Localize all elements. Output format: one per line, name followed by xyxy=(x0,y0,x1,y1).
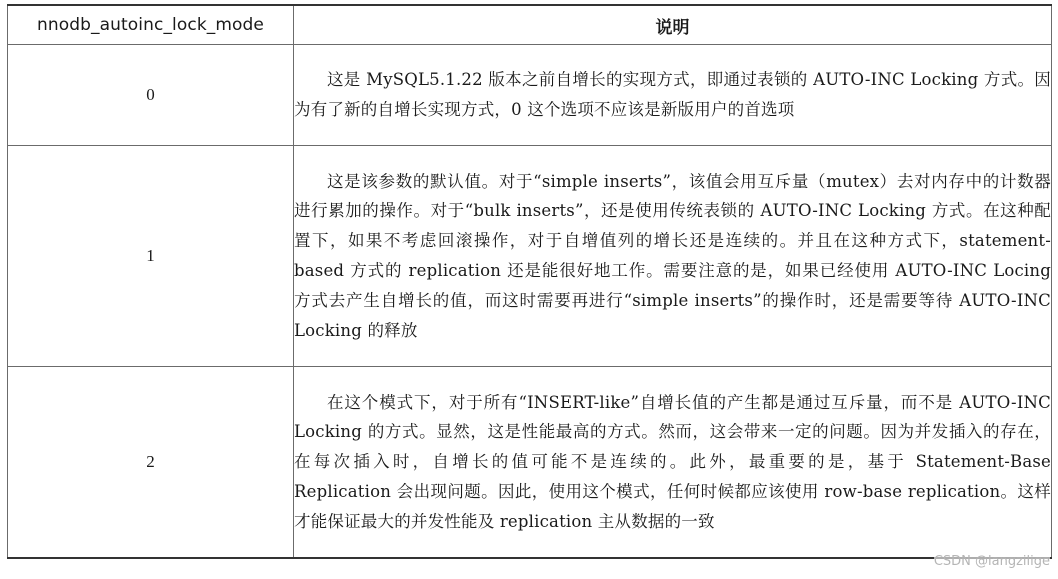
mode-value-cell: 0 xyxy=(8,45,294,146)
table-row xyxy=(8,45,1052,146)
table-row xyxy=(8,367,1052,559)
column-header-mode: nnodb_autoinc_lock_mode xyxy=(8,5,294,45)
mode-description-cell: 在这个模式下，对于所有“INSERT-like”自增长值的产生都是通过互斥量，而不是 AUTO-INC Locking 的方式。显然，这是性能最高的方式。然而，这会带来一定的问题。因为并发插入的存在，在每次插入时，自增长的值可能不是连续的。此外，最重要的是，基于 Statement-Base Replication 会出现问题。因此，使用这个模式，任何时候都应该使用 row-base replication。这样才能保证最大的并发性能及 replication 主从数据的一致 xyxy=(294,367,1052,559)
table-row xyxy=(8,146,1052,367)
csdn-watermark: CSDN @langzilige xyxy=(933,554,1050,569)
autoinc-lock-mode-table xyxy=(7,4,1052,559)
mode-value-cell: 1 xyxy=(8,146,294,367)
table-header-row xyxy=(8,5,1052,45)
mode-value-cell: 2 xyxy=(8,367,294,559)
mode-description-cell: 这是 MySQL5.1.22 版本之前自增长的实现方式，即通过表锁的 AUTO-INC Locking 方式。因为有了新的自增长实现方式，0 这个选项不应该是新版用户的首选项 xyxy=(294,45,1052,146)
mode-description-cell: 这是该参数的默认值。对于“simple inserts”，该值会用互斥量（mutex）去对内存中的计数器进行累加的操作。对于“bulk inserts”，还是使用传统表锁的 AUTO-INC Locking 方式。在这种配置下，如果不考虑回滚操作，对于自增值列的增长还是连续的。并且在这种方式下，statement-based 方式的 replication 还是能很好地工作。需要注意的是，如果已经使用 AUTO-INC Locing 方式去产生自增长的值，而这时需要再进行“simple inserts”的操作时，还是需要等待 AUTO-INC Locking 的释放 xyxy=(294,146,1052,367)
column-header-description: 说明 xyxy=(294,5,1052,45)
